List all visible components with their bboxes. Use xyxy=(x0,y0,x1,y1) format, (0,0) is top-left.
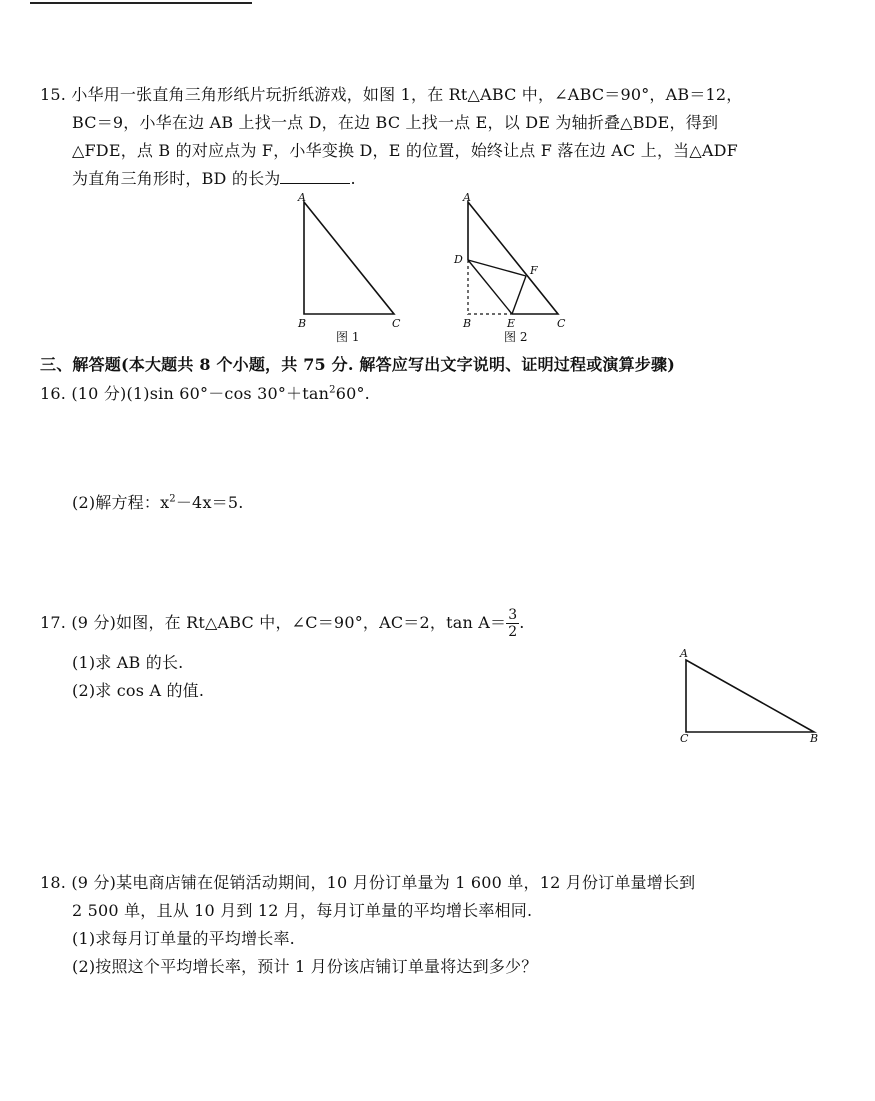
fig2-label-e: E xyxy=(507,317,516,330)
q17-stem-end: . xyxy=(519,613,525,632)
figure-1-triangle xyxy=(290,190,410,332)
q17-triangle-abc xyxy=(686,660,814,732)
fig2-label-d: D xyxy=(454,253,463,266)
fig2-segment-de xyxy=(468,260,512,314)
q15-line-4-end: . xyxy=(350,169,356,188)
q17-stem-text: 17. (9 分)如图，在 Rt△ABC 中，∠C＝90°，AC＝2，tan A＝ xyxy=(40,613,507,632)
q15-line-2: BC＝9，小华在边 AB 上找一点 D，在边 BC 上找一点 E，以 DE 为轴折叠△BDE，得到 xyxy=(72,113,719,132)
fraction-numerator: 3 xyxy=(508,607,518,623)
q16-part-2-exponent: 2 xyxy=(169,493,176,505)
q15-line-4-text: 为直角三角形时，BD 的长为 xyxy=(72,169,281,188)
fig2-label-f: F xyxy=(530,264,538,277)
q18-part-1: (1)求每月订单量的平均增长率. xyxy=(72,929,295,948)
q18-line-2: 2 500 单，且从 10 月到 12 月，每月订单量的平均增长率相同. xyxy=(72,901,533,920)
q16-part-2-text: (2)解方程：x xyxy=(72,493,170,512)
q17-label-b: B xyxy=(810,732,819,745)
q17-label-c: C xyxy=(680,732,689,745)
q16-part-1-exponent: 2 xyxy=(329,384,336,396)
q15-line-1: 15. 小华用一张直角三角形纸片玩折纸游戏，如图 1，在 Rt△ABC 中，∠ABC＝90°，AB＝12， xyxy=(40,85,743,104)
fig1-triangle-abc xyxy=(304,202,394,314)
fig1-label-c: C xyxy=(392,317,401,330)
q16-part-1-text: 16. (10 分)(1)sin 60°－cos 30°＋tan xyxy=(40,384,330,403)
fig2-segment-ef xyxy=(512,276,526,314)
q17-figure-triangle xyxy=(672,644,832,744)
q16-part-2 xyxy=(72,490,244,513)
section-3-title: 三、解答题(本大题共 8 个小题，共 75 分. 解答应写出文字说明、证明过程或演算步骤) xyxy=(40,355,675,374)
fig2-label-c: C xyxy=(557,317,566,330)
answer-blank xyxy=(280,169,350,184)
q15-line-4 xyxy=(72,166,356,189)
tan-a-fraction xyxy=(506,608,519,639)
q17-stem xyxy=(40,608,525,639)
fraction-denominator: 2 xyxy=(508,624,518,640)
q15-line-3: △FDE，点 B 的对应点为 F，小华变换 D，E 的位置，始终让点 F 落在边 AC 上，当△ADF xyxy=(72,141,738,160)
q17-part-1: (1)求 AB 的长. xyxy=(72,653,184,672)
q18-part-2: (2)按照这个平均增长率，预计 1 月份该店铺订单量将达到多少？ xyxy=(72,957,538,976)
top-rule xyxy=(30,2,252,4)
fig1-caption: 图 1 xyxy=(336,330,360,344)
q18-line-1: 18. (9 分)某电商店铺在促销活动期间，10 月份订单量为 1 600 单，12 月份订单量增长到 xyxy=(40,873,696,892)
q17-part-2: (2)求 cos A 的值. xyxy=(72,681,205,700)
q17-label-a: A xyxy=(680,647,688,660)
q16-part-2-end: －4x＝5. xyxy=(175,493,244,512)
fig2-label-a: A xyxy=(463,191,471,204)
figure-2-folding xyxy=(450,190,580,332)
fig2-label-b: B xyxy=(463,317,472,330)
fig2-triangle-abc xyxy=(468,202,558,314)
fig2-caption: 图 2 xyxy=(504,330,528,344)
fig1-label-b: B xyxy=(298,317,307,330)
fig1-label-a: A xyxy=(298,191,306,204)
q16-part-1-end: 60°. xyxy=(335,384,370,403)
q16-part-1 xyxy=(40,381,370,404)
